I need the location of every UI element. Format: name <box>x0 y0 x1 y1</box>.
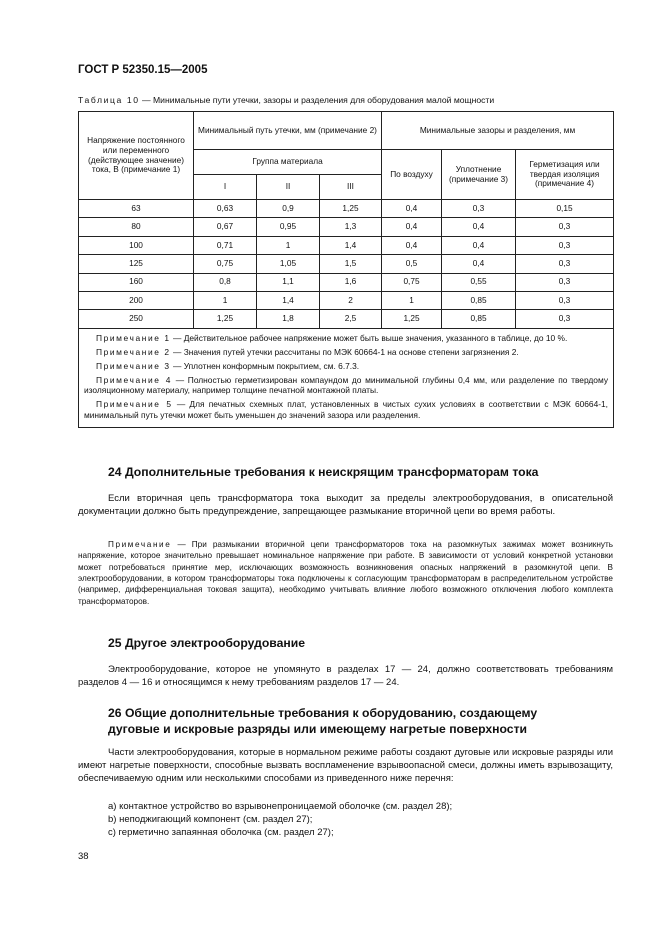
table-cell: 1 <box>257 236 320 254</box>
table-cell: 1,1 <box>257 273 320 291</box>
table-caption-text: — Минимальные пути утечки, зазоры и разделения для оборудования малой мощности <box>139 95 495 105</box>
table-cell: 0,8 <box>194 273 257 291</box>
table-row <box>79 236 614 254</box>
table-cell: 160 <box>79 273 194 291</box>
table-row <box>79 218 614 236</box>
note-label: Примечание 3 <box>96 360 171 371</box>
table-cell: 200 <box>79 291 194 309</box>
section-25-title: 25 Другое электрооборудование <box>108 636 306 650</box>
table-cell: 0,4 <box>442 255 516 273</box>
header-creepage: Минимальный путь утечки, мм (примечание 2) <box>194 112 382 150</box>
table-cell: 0,3 <box>516 273 614 291</box>
page-number: 38 <box>78 851 89 862</box>
table-cell: 0,3 <box>516 218 614 236</box>
table-cell: 1,4 <box>257 291 320 309</box>
table-cell: 1,25 <box>320 200 382 218</box>
table-cell: 1,5 <box>320 255 382 273</box>
table-cell: 0,4 <box>442 218 516 236</box>
section-26-title-line: 26 Общие дополнительные требования к оборудованию, создающему <box>108 706 538 720</box>
table-cell: 2 <box>320 291 382 309</box>
table-cell: 63 <box>79 200 194 218</box>
table-cell: 80 <box>79 218 194 236</box>
table-cell: 0,4 <box>382 200 442 218</box>
table-cell: 1,8 <box>257 310 320 328</box>
table-note <box>84 333 608 344</box>
note-label: Примечание <box>108 540 172 549</box>
table-row <box>79 200 614 218</box>
note-text: — Значения путей утечки рассчитаны по МЭК 60664-1 на основе степени загрязнения 2. <box>170 346 519 357</box>
table-cell: 1,4 <box>320 236 382 254</box>
note-label: Примечание 1 <box>96 332 171 343</box>
table-cell: 1 <box>194 291 257 309</box>
table-cell: 1,6 <box>320 273 382 291</box>
table-cell: 1 <box>382 291 442 309</box>
note-label: Примечание 2 <box>96 346 171 357</box>
section-26-paragraph: Части электрооборудования, которые в нормальном режиме работы создают дуговые или искровые разряды или имеют нагретые поверхности, способные вызвать воспламенение взрывоопасной смеси, должны иметь взрывозащиту, обеспечиваемую одним или несколькими способами из приведенного ниже перечня: <box>78 747 613 785</box>
header-material-group: Группа материала <box>194 150 382 175</box>
table-cell: 2,5 <box>320 310 382 328</box>
section-26-title <box>108 706 537 738</box>
table-cell: 0,3 <box>516 255 614 273</box>
note-text: — Для печатных схемных плат, установленных в чистых сухих условиях в соответствии с МЭК 60664-1, минимальный путь утечки может быть уменьшен до значений зазора или разделения. <box>84 399 609 421</box>
section-25-paragraph: Электрооборудование, которое не упомянуто в разделах 17 — 24, должно соответствовать требованиям разделов 4 — 16 и относящимся к нему требованиям разделов 17 — 24. <box>78 664 613 689</box>
table-cell: 0,3 <box>442 200 516 218</box>
note-text: — При размыкании вторичной цепи трансформаторов тока на разомкнутых зажимах может возникнуть напряжение, которое значительно превышает номинальное напряжение при работе. В зависимости от условий конкретной установки может потребоваться принятие мер, исключающих возможность возникновения опасных напряжений в разомкнутой цепи. В электрооборудовании, в котором трансформаторы тока подключены к согласующим трансформаторам в распределительном устройстве (например, дифференциальная токовая защита), необходимо учитывать влияние любого возможного отключения любого комплекта трансформаторов. <box>78 540 613 606</box>
note-text: — Полностью герметизирован компаундом до минимальной глубины 0,4 мм, или разделение по твердому изоляционному материалу, например толщине печатной монтажной платы. <box>84 374 609 396</box>
table-notes <box>79 328 614 427</box>
table-cell: 1,3 <box>320 218 382 236</box>
header-voltage: Напряжение постоянного или переменного (действующее значение) тока, В (примечание 1) <box>79 112 194 200</box>
table-row <box>79 255 614 273</box>
section-26-title-line: дуговые и искровые разряды или имеющему нагретые поверхности <box>108 721 528 736</box>
table-cell: 0,4 <box>382 236 442 254</box>
table-cell: 0,3 <box>516 291 614 309</box>
table-note <box>84 399 608 421</box>
requirements-list <box>108 800 452 839</box>
table-caption <box>78 95 494 105</box>
table-row <box>79 291 614 309</box>
table-cell: 0,85 <box>442 291 516 309</box>
table-cell: 125 <box>79 255 194 273</box>
table-cell: 0,67 <box>194 218 257 236</box>
header-group-3: III <box>320 175 382 200</box>
list-item: b) неподжигающий компонент (см. раздел 27); <box>108 814 313 826</box>
table-cell: 1,25 <box>194 310 257 328</box>
note-text: — Действительное рабочее напряжение может быть выше значения, указанного в таблице, до 10 %. <box>170 332 568 343</box>
table-cell: 0,15 <box>516 200 614 218</box>
table-cell: 0,95 <box>257 218 320 236</box>
table-cell: 1,25 <box>382 310 442 328</box>
note-text: — Уплотнен конформным покрытием, см. 6.7.3. <box>170 360 360 371</box>
table-cell: 0,3 <box>516 310 614 328</box>
note-label: Примечание 4 <box>96 374 173 385</box>
table-cell: 0,5 <box>382 255 442 273</box>
clearance-table <box>78 111 614 428</box>
table-cell: 1,05 <box>257 255 320 273</box>
header-clearances: Минимальные зазоры и разделения, мм <box>382 112 614 150</box>
table-cell: 0,75 <box>194 255 257 273</box>
table-cell: 100 <box>79 236 194 254</box>
table-row <box>79 273 614 291</box>
table-cell: 0,9 <box>257 200 320 218</box>
table-cell: 0,4 <box>382 218 442 236</box>
table-note <box>84 361 608 372</box>
table-note <box>84 375 608 397</box>
section-24-paragraph: Если вторичная цепь трансформатора тока выходит за пределы электрооборудования, в описательной документации должно быть предупреждение, запрещающее размыкание вторичной цепи во время работы. <box>78 493 613 518</box>
header-seal: Уплотнение (примечание 3) <box>442 150 516 200</box>
header-air: По воздуху <box>382 150 442 200</box>
list-item: a) контактное устройство во взрывонепроницаемой оболочке (см. раздел 28); <box>108 801 453 812</box>
table-cell: 250 <box>79 310 194 328</box>
document-header: ГОСТ Р 52350.15—2005 <box>78 64 208 76</box>
table-cell: 0,71 <box>194 236 257 254</box>
list-item: c) герметично запаянная оболочка (см. раздел 27); <box>108 827 334 839</box>
table-cell: 0,55 <box>442 273 516 291</box>
header-group-2: II <box>257 175 320 200</box>
table-cell: 0,85 <box>442 310 516 328</box>
table-cell: 0,3 <box>516 236 614 254</box>
section-24-title: 24 Дополнительные требования к неискрящим трансформаторам тока <box>108 465 539 479</box>
table-cell: 0,4 <box>442 236 516 254</box>
table-caption-label: Таблица 10 <box>78 95 140 105</box>
table-row <box>79 310 614 328</box>
table-cell: 0,75 <box>382 273 442 291</box>
header-group-1: I <box>194 175 257 200</box>
table-cell: 0,63 <box>194 200 257 218</box>
note-label: Примечание 5 <box>96 399 173 410</box>
table-note <box>84 347 608 358</box>
header-encapsulation: Герметизация или твердая изоляция (примечание 4) <box>516 150 614 200</box>
section-24-note <box>78 539 613 607</box>
